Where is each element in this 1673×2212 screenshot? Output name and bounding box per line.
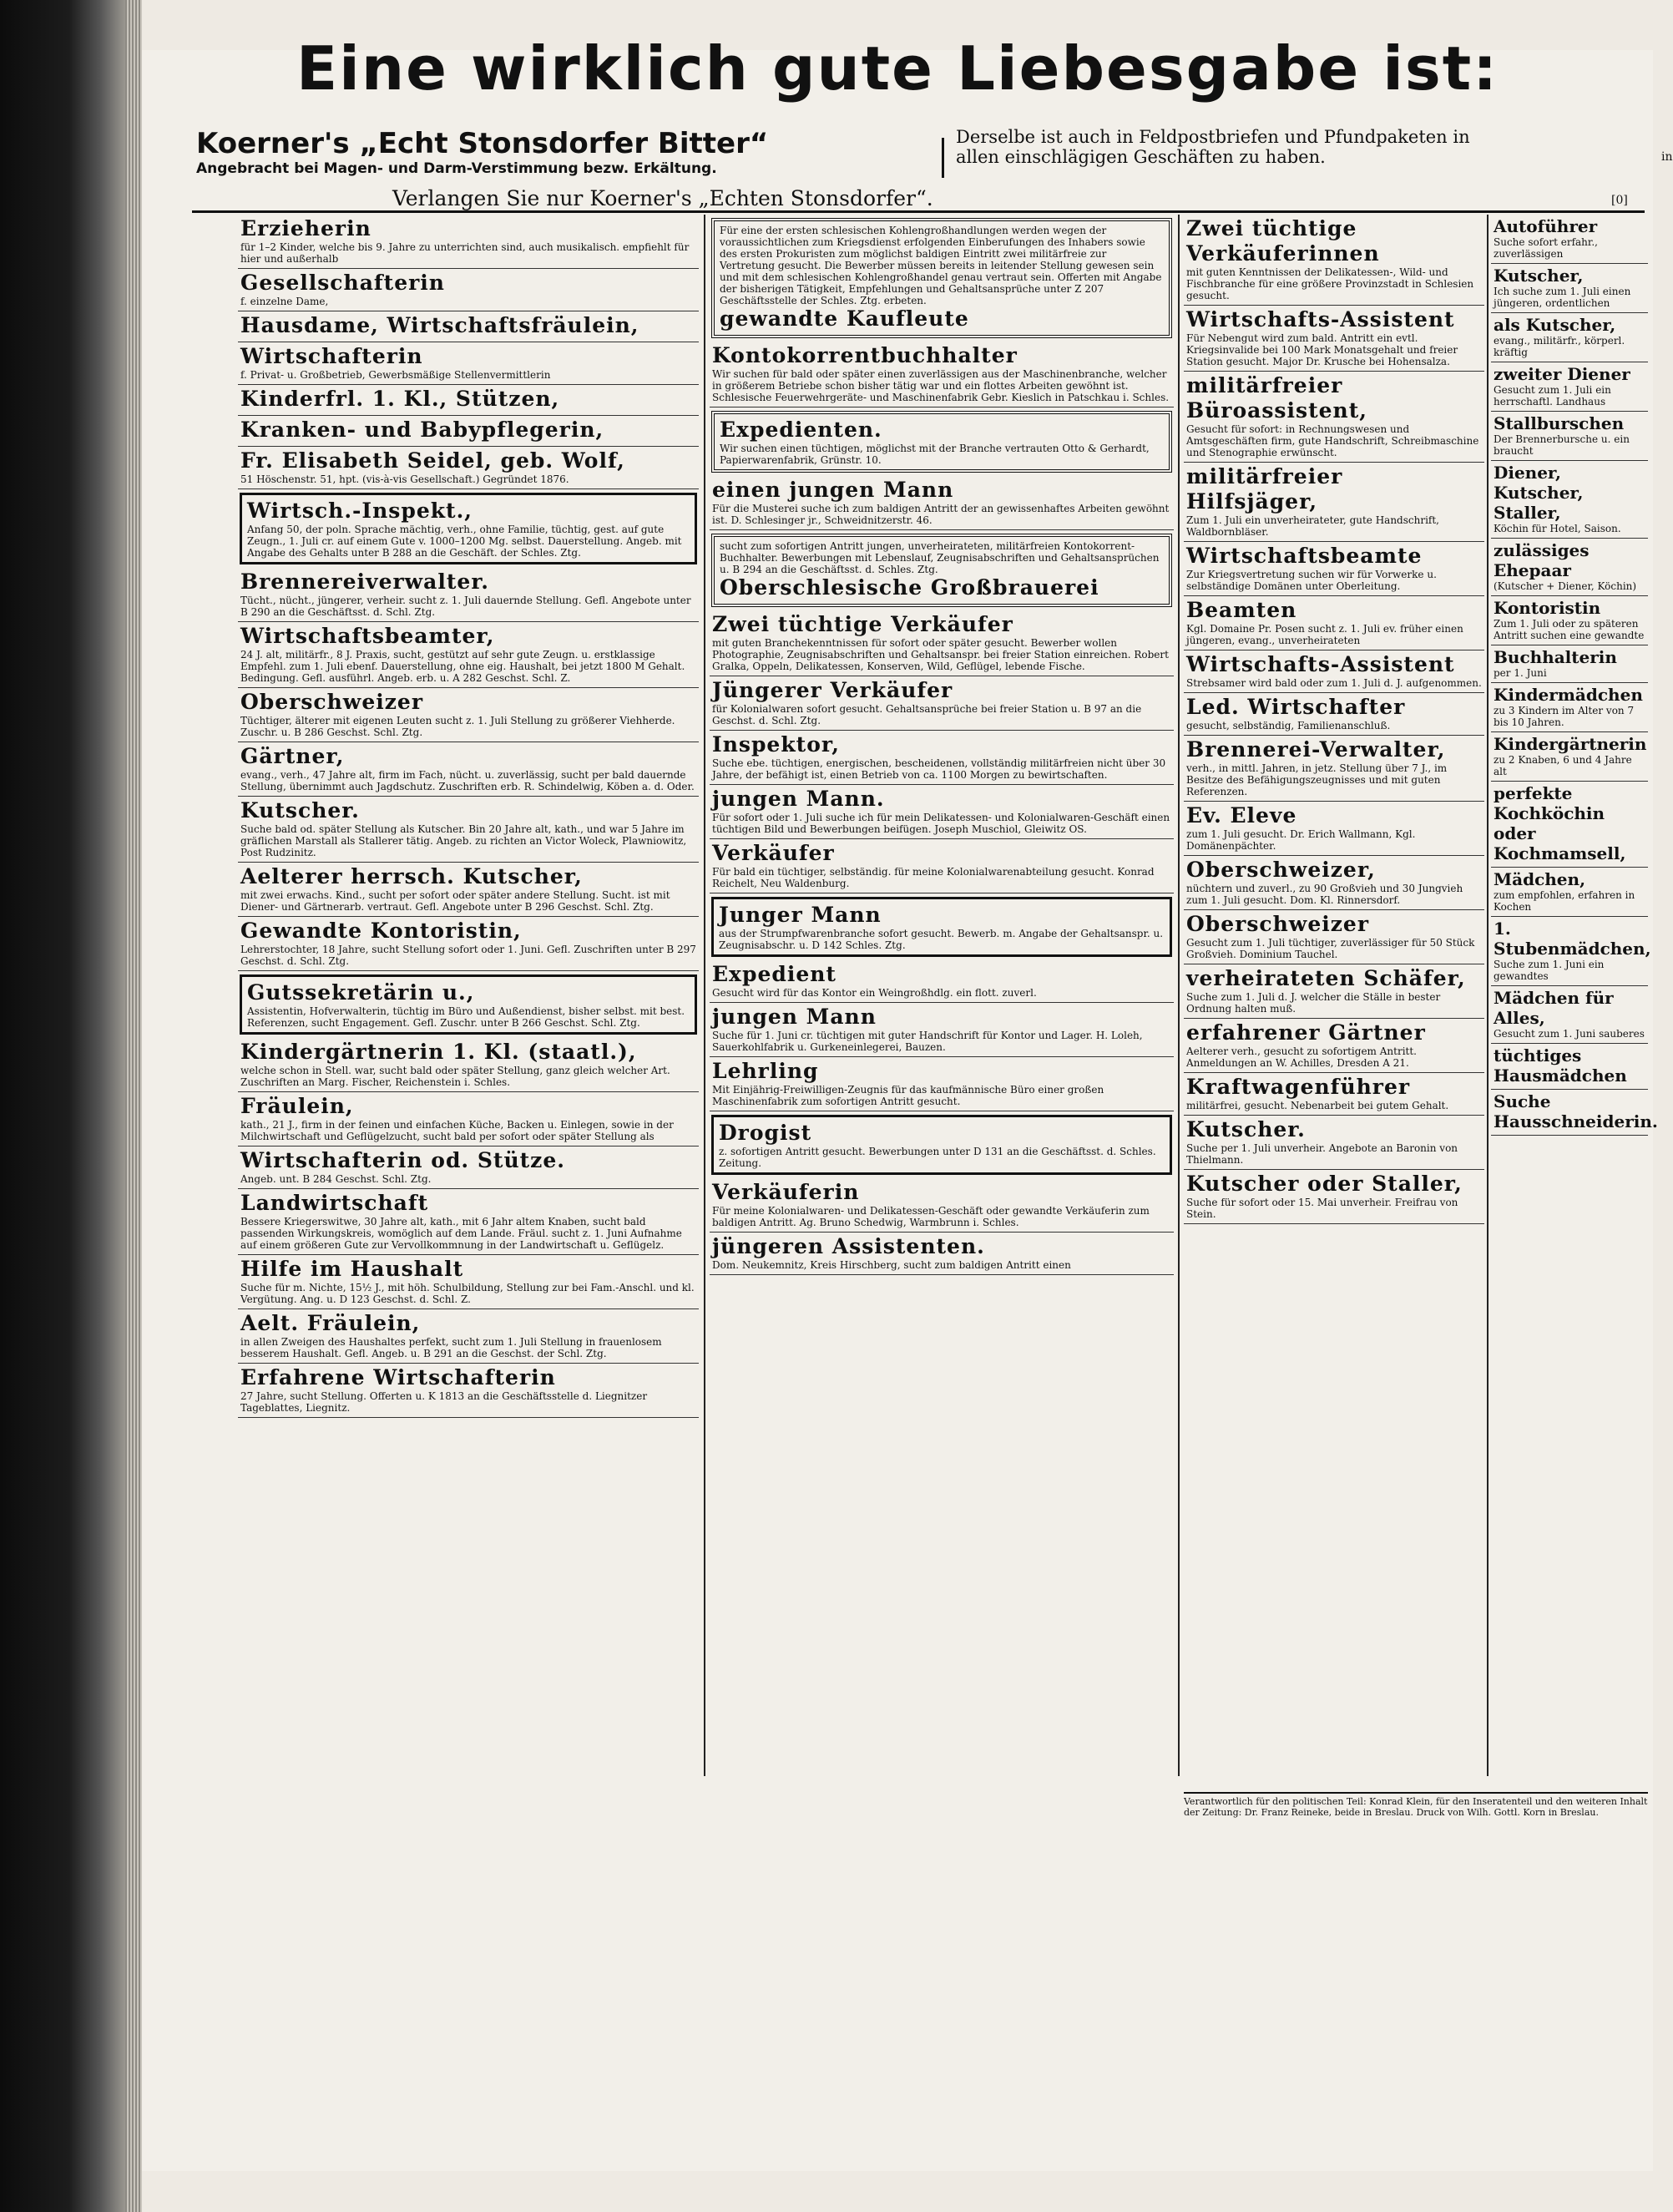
classified-ad xyxy=(711,1115,1172,1175)
ad-body: Für bald ein tüchtiger, selbständig. für meine Kolonialwarenabteilung gesucht. Konrad Reichelt, Neu Waldenburg. xyxy=(712,866,1155,889)
ad-body: Assistentin, Hofverwalterin, tüchtig im Büro und Außendienst, bisher selbst. mit best. Referenzen, sucht Engagement. Gefl. Zuschr. unter B 266 Geschst. Schl. Ztg. xyxy=(247,1005,685,1029)
product-indication: Angebracht bei Magen- und Darm-Verstimmung bezw. Erkältung. xyxy=(196,160,717,177)
ad-heading: Brennerei-Verwalter, xyxy=(1186,737,1446,762)
ad-heading: Drogist xyxy=(719,1121,812,1145)
ad-heading: Wirtschaftsbeamte xyxy=(1186,544,1423,568)
ad-body: Lehrerstochter, 18 Jahre, sucht Stellung sofort oder 1. Juni. Gefl. Zuschriften unter B 297 Geschst. d. Schl. Ztg. xyxy=(240,944,696,967)
masthead xyxy=(142,33,1653,104)
ad-heading: Oberschweizer, xyxy=(1186,858,1376,882)
ad-heading: Gärtner, xyxy=(240,744,345,768)
availability-line-1: Derselbe ist auch in Feldpostbriefen und Pfundpaketen in xyxy=(956,127,1470,147)
ad-body: Suche zum 1. Juni ein gewandtes xyxy=(1494,959,1605,982)
ad-heading: zweiter Diener xyxy=(1494,364,1630,384)
ad-heading: Hilfe im Haushalt xyxy=(240,1257,464,1281)
ad-heading: Junger Mann xyxy=(719,903,882,927)
ad-body: Gesucht zum 1. Juni sauberes xyxy=(1494,1028,1645,1040)
column-divider xyxy=(1178,215,1180,1776)
classified-ad xyxy=(1491,868,1648,917)
ad-heading: Oberschlesische Großbrauerei xyxy=(720,575,1099,600)
ad-heading: verheirateten Schäfer, xyxy=(1186,966,1466,990)
ad-body: aus der Strumpfwarenbranche sofort gesucht. Bewerb. m. Angabe der Gehaltsanspr. u. Zeugnisabschr. u. D 142 Schles. Ztg. xyxy=(719,928,1164,951)
classified-ad xyxy=(710,1233,1174,1275)
classified-ad xyxy=(1184,736,1484,802)
ad-heading: Aelt. Fräulein, xyxy=(240,1311,421,1335)
ad-heading: Diener, Kutscher, Staller, xyxy=(1494,463,1584,523)
ad-body: gesucht, selbständig, Familienanschluß. xyxy=(1186,720,1391,731)
ad-body: evang., verh., 47 Jahre alt, firm im Fach, nücht. u. zuverlässig, sucht per bald dauernde Stellung, übernimmt auch Jagdschutz. Zuschriften erb. R. Schindelwig, Köben a. d. Oder. xyxy=(240,769,695,792)
ad-heading: Landwirtschaft xyxy=(240,1191,429,1215)
classified-ad xyxy=(1184,1073,1484,1116)
classified-ad xyxy=(238,917,699,971)
ad-body: Mit Einjährig-Freiwilligen-Zeugnis für das kaufmännische Büro einer großen Maschinenfabrik zum sofortigen Antritt gesucht. xyxy=(712,1084,1104,1107)
classified-ad xyxy=(710,1057,1174,1111)
masthead-rule xyxy=(192,210,1645,213)
classified-ad xyxy=(710,839,1174,893)
classified-ad xyxy=(710,342,1174,407)
column-4 xyxy=(1491,215,1658,1801)
classified-ad xyxy=(238,215,699,269)
ad-body: Gesucht wird für das Kontor ein Weingroßhdlg. ein flott. zuverl. xyxy=(712,987,1037,999)
ad-heading: jungen Mann. xyxy=(712,787,885,811)
ad-body: Suche per 1. Juli unverheir. Angebote an Baronin von Thielmann. xyxy=(1186,1142,1458,1166)
classified-ad xyxy=(238,385,699,416)
ad-body: in allen Zweigen des Haushaltes perfekt, sucht zum 1. Juli Stellung in frauenlosem besserem Haushalt. Gefl. Angeb. u. B 291 an die Geschst. der Schl. Ztg. xyxy=(240,1336,662,1359)
ad-body: für Kolonialwaren sofort gesucht. Gehaltsansprüche bei freier Station u. B 97 an die Geschst. d. Schl. Ztg. xyxy=(712,703,1142,726)
classified-ad xyxy=(1184,650,1484,693)
ad-heading: Kutscher oder Staller, xyxy=(1186,1172,1463,1196)
ad-heading: Suche Hausschneiderin. xyxy=(1494,1091,1658,1131)
ad-heading: Kranken- und Babypflegerin, xyxy=(240,418,604,442)
ad-body: Zur Kriegsvertretung suchen wir für Vorwerke u. selbständige Domänen unter Oberleitung. xyxy=(1186,569,1437,592)
ad-body: Zum 1. Juli oder zu späteren Antritt suchen eine gewandte xyxy=(1494,618,1645,641)
ad-heading: 1. Stubenmädchen, xyxy=(1494,919,1651,959)
classified-ad xyxy=(1184,856,1484,910)
classified-ad xyxy=(1491,683,1648,732)
classified-ad xyxy=(238,1038,699,1092)
classified-ad xyxy=(238,568,699,622)
ad-heading: Oberschweizer xyxy=(1186,912,1370,936)
ad-heading: Verkäufer xyxy=(712,841,835,865)
classified-ad xyxy=(238,622,699,688)
ad-body: Wir suchen für bald oder später einen zuverlässigen aus der Maschinenbranche, welcher in größerem Betriebe schon bisher tätig war und ein flottes Arbeiten gewöhnt ist. Schlesische Feuerwehrgeräte- und Maschinenfabrik Gebr. Kieslich in Patschkau i. Schles. xyxy=(712,368,1170,403)
classified-ad xyxy=(710,676,1174,731)
ad-heading: als Kutscher, xyxy=(1494,315,1616,335)
classified-ad xyxy=(710,731,1174,785)
ad-heading: militärfreier Büroassistent, xyxy=(1186,373,1367,423)
classified-ad xyxy=(238,342,699,385)
ad-body: Ich suche zum 1. Juli einen jüngeren, ordentlichen xyxy=(1494,286,1631,309)
book-spine xyxy=(0,0,125,2212)
ad-body: verh., in mittl. Jahren, in jetz. Stellung über 7 J., im Besitze des Befähigungszeugnisses und mit guten Referenzen. xyxy=(1186,762,1448,797)
classified-ad xyxy=(1491,362,1648,412)
classified-ad xyxy=(711,534,1172,607)
ad-heading: Kindermädchen xyxy=(1494,685,1643,705)
ad-heading: Kindergärtnerin 1. Kl. (staatl.), xyxy=(240,1040,637,1064)
classified-ad xyxy=(1184,1116,1484,1170)
ad-heading: gewandte Kaufleute xyxy=(720,306,969,331)
classified-ad xyxy=(238,1364,699,1418)
ad-heading: Stallburschen xyxy=(1494,413,1625,433)
ad-body: Der Brennerbursche u. ein braucht xyxy=(1494,433,1630,457)
ad-body: Suche sofort erfahr., zuverlässigen xyxy=(1494,236,1598,260)
ad-body: mit zwei erwachs. Kind., sucht per sofort oder später andere Stellung. Sucht. ist mit Diener- und Gärtnerarb. vertraut. Gefl. Angebote unter B 296 Geschst. Schl. Ztg. xyxy=(240,889,670,913)
classified-ad xyxy=(1491,732,1648,782)
classified-ad xyxy=(238,742,699,797)
ad-heading: Wirtschafts-Assistent xyxy=(1186,307,1455,332)
classified-ad xyxy=(1184,372,1484,463)
page-edges xyxy=(125,0,142,2212)
ad-body: per 1. Juni xyxy=(1494,667,1547,679)
ad-heading: Kontoristin xyxy=(1494,598,1601,618)
ad-heading: Ev. Eleve xyxy=(1186,803,1297,828)
ad-heading: Verkäuferin xyxy=(712,1180,860,1204)
classified-ad xyxy=(1491,215,1648,264)
ad-heading: Fräulein, xyxy=(240,1094,354,1118)
ad-body: 51 Höschenstr. 51, hpt. (vis-à-vis Gesellschaft.) Gegründet 1876. xyxy=(240,473,569,485)
masthead-title: Eine wirklich gute Liebesgabe ist: xyxy=(296,33,1499,104)
ad-body: zum empfohlen, erfahren in Kochen xyxy=(1494,889,1635,913)
ad-body: Angeb. unt. B 284 Geschst. Schl. Ztg. xyxy=(240,1173,432,1185)
ad-heading: tüchtiges Hausmädchen xyxy=(1494,1045,1627,1086)
ad-heading: Gewandte Kontoristin, xyxy=(240,919,522,943)
ad-body: nüchtern und zuverl., zu 90 Großvieh und 30 Jungvieh zum 1. Juli gesucht. Dom. Kl. Rinnersdorf. xyxy=(1186,883,1463,906)
availability-line-2: allen einschlägigen Geschäften zu haben. xyxy=(956,147,1326,167)
ad-body: (Kutscher + Diener, Köchin) xyxy=(1494,580,1637,592)
classified-ad xyxy=(710,476,1174,530)
product-name: Koerner's „Echt Stonsdorfer Bitter“ xyxy=(196,127,769,160)
ad-heading: Kutscher, xyxy=(1494,266,1584,286)
column-divider xyxy=(1487,215,1489,1776)
ad-heading: Jüngerer Verkäufer xyxy=(712,678,953,702)
classified-ad xyxy=(1491,313,1648,362)
ad-body: Suche zum 1. Juli d. J. welcher die Ställe in bester Ordnung halten muß. xyxy=(1186,991,1441,1015)
ad-body: Gesucht für sofort: in Rechnungswesen und Amtsgeschäften firm, gute Handschrift, Schreibmaschine und Stenographie erwünscht. xyxy=(1186,423,1479,458)
ad-heading: Wirtschafterin xyxy=(240,344,423,368)
ad-heading: Kontokorrentbuchhalter xyxy=(712,343,1018,367)
ad-heading: Zwei tüchtige Verkäufer xyxy=(712,612,1013,636)
ad-heading: Hausdame, Wirtschaftsfräulein, xyxy=(240,313,639,337)
ad-heading: Beamten xyxy=(1186,598,1297,622)
ad-body: Tüchtiger, älterer mit eigenen Leuten sucht z. 1. Juli Stellung zu größerer Viehherde. Zuschr. u. B 286 Geschst. Schl. Ztg. xyxy=(240,715,675,738)
ad-body: f. Privat- u. Großbetrieb, Gewerbsmäßige Stellenvermittlerin xyxy=(240,369,551,381)
classified-ad xyxy=(1184,542,1484,596)
ad-heading: Erzieherin xyxy=(240,216,371,240)
classified-ad xyxy=(1184,1170,1484,1224)
classified-ad xyxy=(1491,782,1648,868)
classified-ad xyxy=(238,1309,699,1364)
ad-body: Suche für sofort oder 15. Mai unverheir. Freifrau von Stein. xyxy=(1186,1197,1458,1220)
ad-heading: Lehrling xyxy=(712,1059,819,1083)
classified-ad xyxy=(238,797,699,863)
classified-ad xyxy=(238,311,699,342)
classified-ad xyxy=(1491,539,1648,596)
classified-ad xyxy=(238,269,699,311)
ad-heading: Expedienten. xyxy=(720,418,882,442)
ad-heading: militärfreier Hilfsjäger, xyxy=(1186,464,1343,514)
classified-ad xyxy=(238,863,699,917)
ad-heading: Oberschweizer xyxy=(240,690,424,714)
classified-ad xyxy=(1184,910,1484,964)
ad-body: evang., militärfr., körperl. kräftig xyxy=(1494,335,1625,358)
classified-ad xyxy=(1491,1090,1658,1136)
classified-ad xyxy=(1491,264,1648,313)
ad-body: zu 3 Kindern im Alter von 7 bis 10 Jahren. xyxy=(1494,705,1635,728)
classified-ad xyxy=(1184,964,1484,1019)
ad-heading: Kinderfrl. 1. Kl., Stützen, xyxy=(240,387,560,411)
classified-ad xyxy=(238,1146,699,1189)
classified-ad xyxy=(1184,306,1484,372)
ad-body: zu 2 Knaben, 6 und 4 Jahre alt xyxy=(1494,754,1632,777)
ad-heading: zulässiges Ehepaar xyxy=(1494,540,1590,580)
classified-ad xyxy=(1491,461,1648,539)
ad-heading: Kraftwagenführer xyxy=(1186,1075,1411,1099)
ad-body: Für meine Kolonialwaren- und Delikatessen-Geschäft oder gewandte Verkäuferin zum baldigen Antritt. Ag. Bruno Schedwig, Warmbrunn i. Schles. xyxy=(712,1205,1150,1228)
column-divider xyxy=(704,215,705,1776)
ad-heading: Kutscher. xyxy=(1186,1117,1306,1141)
ad-heading: Brennereiverwalter. xyxy=(240,569,489,594)
ad-heading: Gesellschafterin xyxy=(240,271,445,295)
classified-ad xyxy=(238,1189,699,1255)
classified-ad xyxy=(1184,802,1484,856)
ad-body: zum 1. Juli gesucht. Dr. Erich Wallmann, Kgl. Domänenpächter. xyxy=(1186,828,1416,852)
ad-heading: Autoführer xyxy=(1494,216,1598,236)
ad-body: Für die Musterei suche ich zum baldigen Antritt der an gewissenhaftes Arbeiten gewöhnt ist. D. Schlesinger jr., Schweidnitzerstr. 46. xyxy=(712,503,1170,526)
ad-body: Aelterer verh., gesucht zu sofortigem Antritt. Anmeldungen an W. Achilles, Dresden A 21. xyxy=(1186,1045,1417,1069)
classified-ad xyxy=(1184,1019,1484,1073)
classified-ad xyxy=(1184,693,1484,736)
classified-ad xyxy=(711,897,1172,957)
margin-mark: [0] xyxy=(1611,194,1628,207)
classified-ad xyxy=(711,411,1172,473)
ad-body: Suche ebe. tüchtigen, energischen, bescheidenen, vollständig militärfreien nicht über 30 Jahre, der befähigt ist, einen Betrieb von ca. 1100 Morgen zu bewirtschaften. xyxy=(712,757,1166,781)
column-2 xyxy=(710,215,1174,1801)
ad-heading: Led. Wirtschafter xyxy=(1186,695,1406,719)
classified-ad xyxy=(710,610,1174,676)
ad-heading: Kutscher. xyxy=(240,798,360,823)
ad-heading: jungen Mann xyxy=(712,1005,877,1029)
classified-ad xyxy=(710,1003,1174,1057)
verlangen-line: Verlangen Sie nur Koerner's „Echten Stonsdorfer“. xyxy=(392,186,933,210)
ad-heading: Buchhalterin xyxy=(1494,647,1617,667)
ad-body: kath., 21 J., firm in der feinen und einfachen Küche, Backen u. Einlegen, sowie in der Milchwirtschaft und Geflügelzucht, sucht bald per sofort oder später Stellung als xyxy=(240,1119,674,1142)
ad-heading: Expedient xyxy=(712,962,836,986)
ad-body: Bessere Kriegerswitwe, 30 Jahre alt, kath., mit 6 Jahr altem Knaben, sucht bald passenden Wirkungskreis, womöglich auf dem Lande. Fräul. sucht z. 1. Juni Aufnahme auf einem größeren Gute zur Vervollkommnung in der Landwirtschaft u. Geflügelz. xyxy=(240,1216,682,1251)
classified-ad xyxy=(240,493,697,564)
ad-body: f. einzelne Dame, xyxy=(240,296,329,307)
availability-block xyxy=(956,127,1640,167)
ad-heading: Mädchen, xyxy=(1494,869,1586,889)
ad-body: Zum 1. Juli ein unverheirateter, gute Handschrift, Waldbornbläser. xyxy=(1186,514,1439,538)
ad-body: Für Nebengut wird zum bald. Antritt ein evtl. Kriegsinvalide bei 100 Mark Monatsgehalt und freier Station gesucht. Major Dr. Krusche bei Hohensalza. xyxy=(1186,332,1458,367)
ad-body: Dom. Neukemnitz, Kreis Hirschberg, sucht zum baldigen Antritt einen xyxy=(712,1259,1071,1271)
ad-heading: Zwei tüchtige Verkäuferinnen xyxy=(1186,216,1380,266)
ad-heading: Wirtschafts-Assistent xyxy=(1186,652,1455,676)
ad-body: Für sofort oder 1. Juli suche ich für mein Delikatessen- und Kolonialwaren-Geschäft einen tüchtigen Bild und Bewerbungen beifügen. Joseph Muschiol, Gleiwitz OS. xyxy=(712,812,1170,835)
ad-heading: Inspektor, xyxy=(712,732,840,757)
ad-heading: Kindergärtnerin xyxy=(1494,734,1647,754)
ad-body: mit guten Branchekenntnissen für sofort oder später gesucht. Bewerber wollen Photographie, Zeugnisabschriften und Gehaltsanspr. bei freier Station einreichen. Robert Gralka, Oppeln, Delikatessen, Konserven, Wild, Geflügel, lebende Fische. xyxy=(712,637,1169,672)
column-1 xyxy=(238,215,699,1801)
ad-body: Für eine der ersten schlesischen Kohlengroßhandlungen werden wegen der voraussichtlichen zum Kriegsdienst erfolgenden Einberufungen des Inhabers sowie des ersten Prokuristen zum möglichst baldigen Eintritt zwei militärfreie zur Vertretung gesucht. Die Bewerber müssen bereits in leitender Stellung gewesen sein und mit dem schlesischen Kohlengroßhandel genau vertraut sein. Offerten mit Angabe der bisherigen Tätigkeit, Empfehlungen und Gehaltsansprüche unter Z 207 Geschäftsstelle der Schles. Ztg. erbeten. xyxy=(720,225,1162,306)
classified-ad xyxy=(710,785,1174,839)
ad-body: Kgl. Domaine Pr. Posen sucht z. 1. Juli ev. früher einen jüngeren, evang., unverheirateten xyxy=(1186,623,1463,646)
ad-body: 27 Jahre, sucht Stellung. Offerten u. K 1813 an die Geschäftsstelle d. Liegnitzer Tageblattes, Liegnitz. xyxy=(240,1390,648,1414)
classified-ad xyxy=(1184,596,1484,650)
classified-ad xyxy=(238,1092,699,1146)
ad-body: welche schon in Stell. war, sucht bald oder später Stellung, ganz gleich welcher Art. Zuschriften an Marg. Fischer, Reichenstein i. Schles. xyxy=(240,1065,670,1088)
product-block xyxy=(196,127,931,177)
ad-heading: Wirtschaftsbeamter, xyxy=(240,624,495,648)
classified-ad xyxy=(238,447,699,489)
classified-ad xyxy=(710,960,1174,1003)
ad-heading: perfekte Kochköchin oder Kochmamsell, xyxy=(1494,783,1626,863)
column-3 xyxy=(1184,215,1484,1801)
ad-body: Tücht., nücht., jüngerer, verheir. sucht z. 1. Juli dauernde Stellung. Gefl. Angebote unter B 290 an die Geschäftsst. d. Schl. Ztg. xyxy=(240,595,691,618)
ad-body: militärfrei, gesucht. Nebenarbeit bei gutem Gehalt. xyxy=(1186,1100,1449,1111)
classified-ad xyxy=(1491,986,1648,1044)
classified-ad xyxy=(1491,645,1648,683)
classified-ad xyxy=(238,688,699,742)
ad-heading: Erfahrene Wirtschafterin xyxy=(240,1365,556,1389)
ad-heading: einen jungen Mann xyxy=(712,478,954,502)
ad-body: Suche bald od. später Stellung als Kutscher. Bin 20 Jahre alt, kath., und war 5 Jahre im gräflichen Marstall als Stallerer tätig. Angeb. zu richten an Victor Woleck, Plawniowitz, Post Rudzinitz. xyxy=(240,823,687,858)
ad-heading: Wirtsch.-Inspekt., xyxy=(247,499,473,523)
ad-heading: Fr. Elisabeth Seidel, geb. Wolf, xyxy=(240,448,625,473)
classified-ad xyxy=(1491,596,1648,645)
ad-body: Anfang 50, der poln. Sprache mächtig, verh., ohne Familie, tüchtig, gest. auf gute Zeugn., 1. Juli cr. auf einem Gute v. 1000–1200 Mg. selbst. Dauerstellung. Angeb. mit Angabe des Gehalts unter B 288 an die Geschäft. der Schles. Ztg. xyxy=(247,524,682,559)
ad-body: Strebsamer wird bald oder zum 1. Juli d. J. aufgenommen. xyxy=(1186,677,1482,689)
fold-mark: in xyxy=(1661,150,1673,164)
ad-body: Suche für m. Nichte, 15½ J., mit höh. Schulbildung, Stellung zur bei Fam.-Anschl. und kl. Vergütung. Ang. u. D 123 Geschst. d. Schl. Z. xyxy=(240,1282,695,1305)
ad-body: Köchin für Hotel, Saison. xyxy=(1494,523,1621,534)
ad-heading: erfahrener Gärtner xyxy=(1186,1020,1426,1045)
imprint-footer: Verantwortlich für den politischen Teil: Konrad Klein, für den Inseratenteil und den weiteren Inhalt der Zeitung: Dr. Franz Reineke, beide in Breslau. Druck von Wilh. Gottl. Korn in Breslau. xyxy=(1184,1792,1648,1818)
ad-body: Suche für 1. Juni cr. tüchtigen mit guter Handschrift für Kontor und Lager. H. Loleh, Sauerkohlfabrik u. Gurkeneinlegerei, Bauzen. xyxy=(712,1030,1143,1053)
ad-body: z. sofortigen Antritt gesucht. Bewerbungen unter D 131 an die Geschäftsst. d. Schles. Zeitung. xyxy=(719,1146,1156,1169)
ad-body: mit guten Kenntnissen der Delikatessen-, Wild- und Fischbranche für eine größere Provinzstadt in Schlesien gesucht. xyxy=(1186,266,1474,301)
classified-ad xyxy=(1491,412,1648,461)
masthead-divider xyxy=(942,138,944,178)
classified-ad xyxy=(1491,1044,1648,1090)
ad-heading: Mädchen für Alles, xyxy=(1494,988,1614,1028)
classified-ad xyxy=(1184,463,1484,542)
ad-heading: jüngeren Assistenten. xyxy=(712,1234,985,1258)
ad-body: sucht zum sofortigen Antritt jungen, unverheirateten, militärfreien Kontokorrent-Buchhalter. Bewerbungen mit Lebenslauf, Zeugnisabschriften und Gehaltsansprüchen u. B 294 an die Geschäftsst. d. Schles. Ztg. xyxy=(720,540,1160,575)
classified-ad xyxy=(240,974,697,1035)
ad-body: 24 J. alt, militärfr., 8 J. Praxis, sucht, gestützt auf sehr gute Zeugn. u. erstklassige Empfehl. zum 1. Juli ebenf. Dauerstellung, ohne eig. Haushalt, bei jetzt 1800 M Gehalt. Bedingung. Gefl. ausführl. Angeb. erb. u. A 282 Geschst. Schl. Z. xyxy=(240,649,685,684)
ad-heading: Gutssekretärin u., xyxy=(247,980,475,1005)
ad-body: Gesucht zum 1. Juli ein herrschaftl. Landhaus xyxy=(1494,384,1611,407)
ad-body: Wir suchen einen tüchtigen, möglichst mit der Branche vertrauten Otto & Gerhardt, Papierwarenfabrik, Grünstr. 10. xyxy=(720,443,1150,466)
classified-ad xyxy=(238,416,699,447)
ad-heading: Wirtschafterin od. Stütze. xyxy=(240,1148,565,1172)
classified-ad xyxy=(1184,215,1484,306)
ad-body: für 1–2 Kinder, welche bis 9. Jahre zu unterrichten sind, auch musikalisch. empfiehlt für hier und außerhalb xyxy=(240,241,690,265)
classified-ad xyxy=(238,1255,699,1309)
classified-ad xyxy=(1491,917,1651,986)
ad-heading: Aelterer herrsch. Kutscher, xyxy=(240,864,583,888)
ad-body: Gesucht zum 1. Juli tüchtiger, zuverlässiger für 50 Stück Großvieh. Dominium Tauchel. xyxy=(1186,937,1475,960)
classified-ad xyxy=(711,218,1172,338)
classified-ad xyxy=(710,1178,1174,1233)
